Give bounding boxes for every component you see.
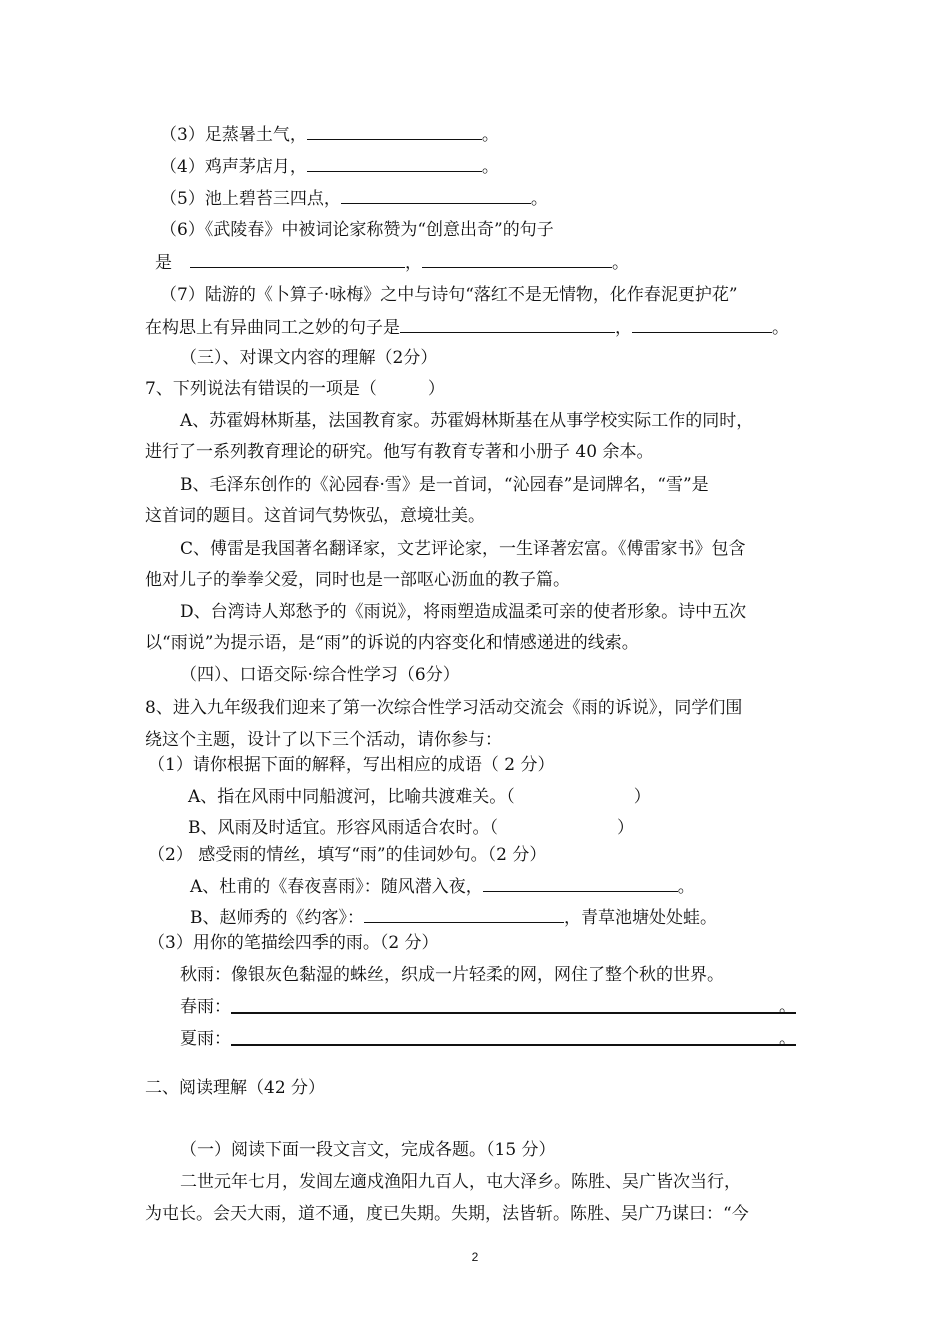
sub-question-1b: B、风雨及时适宜。形容风雨适合农时。（ ） xyxy=(188,818,634,838)
punctuation: 。 xyxy=(779,1029,796,1049)
punctuation: ， xyxy=(405,253,422,273)
option-a-cont: 进行了一系列教育理论的研究。他写有教育专著和小册子 40 余本。 xyxy=(145,442,654,462)
question-line-5 xyxy=(160,187,548,210)
part-heading: 二、阅读理解（42 分） xyxy=(145,1078,326,1098)
answer-blank[interactable] xyxy=(307,155,482,172)
punctuation: 。 xyxy=(677,877,695,897)
question-line-4 xyxy=(160,155,499,178)
sub-question-2a xyxy=(190,875,695,898)
question-8-cont: 绕这个主题，设计了以下三个活动，请你参与： xyxy=(145,730,502,750)
punctuation: 。 xyxy=(530,189,548,209)
question-text: （5）池上碧苔三四点， xyxy=(160,189,341,209)
question-7: 7、下列说法有错误的一项是（ ） xyxy=(145,379,445,399)
label-spring: 春雨： xyxy=(180,997,231,1017)
question-text: B、赵师秀的《约客》： xyxy=(190,908,364,928)
question-line-6: （6）《武陵春》中被词论家称赞为“创意出奇”的句子 xyxy=(160,220,554,240)
question-8: 8、进入九年级我们迎来了第一次综合性学习活动交流会《雨的诉说》，同学们围 xyxy=(145,698,743,718)
passage-line: 为屯长。会天大雨，道不通，度已失期。失期，法皆斩。陈胜、吴广乃谋曰：“今 xyxy=(145,1204,749,1224)
option-d-cont: 以“雨说”为提示语，是“雨”的诉说的内容变化和情感递进的线索。 xyxy=(145,633,639,653)
punctuation: 。 xyxy=(481,125,499,145)
question-text: A、杜甫的《春夜喜雨》：随风潜入夜， xyxy=(190,877,483,897)
punctuation: ， xyxy=(615,318,632,338)
answer-blank[interactable] xyxy=(364,906,564,923)
answer-blank[interactable] xyxy=(231,1028,796,1049)
answer-blank[interactable] xyxy=(483,875,678,892)
page-number: 2 xyxy=(471,1250,479,1264)
summer-rain-line xyxy=(180,1028,796,1050)
autumn-rain-example: 秋雨：像银灰色黏湿的蛛丝，织成一片轻柔的网，网住了整个秋的世界。 xyxy=(180,965,724,985)
answer-blank[interactable] xyxy=(231,996,796,1017)
answer-blank[interactable] xyxy=(307,123,482,140)
sub-question-1a: A、指在风雨中同船渡河，比喻共渡难关。（ ） xyxy=(188,787,651,807)
question-text: ，青草池塘处处蛙。 xyxy=(564,908,717,928)
label-summer: 夏雨： xyxy=(180,1029,231,1049)
answer-blank[interactable] xyxy=(632,316,772,333)
option-b: B、毛泽东创作的《沁园春·雪》是一首词，“沁园春”是词牌名，“雪”是 xyxy=(180,475,709,495)
answer-line-7 xyxy=(145,316,789,339)
answer-blank[interactable] xyxy=(400,316,615,333)
punctuation: 。 xyxy=(481,157,499,177)
question-text: （4）鸡声茅店月， xyxy=(160,157,307,177)
label-shi: 是 xyxy=(155,253,172,273)
punctuation: 。 xyxy=(772,318,789,338)
sub-question-3: （3）用你的笔描绘四季的雨。（2 分） xyxy=(148,933,439,953)
answer-line-6 xyxy=(155,251,629,274)
section-heading: （三）、对课文内容的理解（2分） xyxy=(180,348,438,368)
passage-line: 二世元年七月，发闾左適戍渔阳九百人，屯大泽乡。陈胜、吴广皆次当行， xyxy=(180,1172,741,1192)
question-text: 在构思上有异曲同工之妙的句子是 xyxy=(145,318,400,338)
sub-question-2: （2） 感受雨的情丝，填写“雨”的佳词妙句。（2 分） xyxy=(148,845,547,865)
question-text: （3）足蒸暑土气， xyxy=(160,125,307,145)
reading-subheading: （一）阅读下面一段文言文，完成各题。（15 分） xyxy=(180,1140,556,1160)
option-c-cont: 他对儿子的拳拳父爱，同时也是一部呕心沥血的教子篇。 xyxy=(145,570,570,590)
option-b-cont: 这首词的题目。这首词气势恢弘，意境壮美。 xyxy=(145,506,485,526)
question-line-7: （7）陆游的《卜算子·咏梅》之中与诗句“落红不是无情物，化作春泥更护花” xyxy=(160,285,738,305)
question-line-3 xyxy=(160,123,499,146)
option-c: C、傅雷是我国著名翻译家，文艺评论家，一生译著宏富。《傅雷家书》包含 xyxy=(180,539,746,559)
punctuation: 。 xyxy=(612,253,629,273)
answer-blank[interactable] xyxy=(422,251,612,268)
option-d: D、台湾诗人郑愁予的《雨说》，将雨塑造成温柔可亲的使者形象。诗中五次 xyxy=(180,602,747,622)
sub-question-1: （1）请你根据下面的解释，写出相应的成语（ 2 分） xyxy=(148,755,555,775)
punctuation: 。 xyxy=(779,997,796,1017)
spring-rain-line xyxy=(180,996,796,1018)
option-a: A、苏霍姆林斯基，法国教育家。苏霍姆林斯基在从事学校实际工作的同时， xyxy=(180,411,754,431)
sub-question-2b xyxy=(190,906,717,929)
section-heading: （四）、口语交际·综合性学习（6分） xyxy=(180,665,460,685)
answer-blank[interactable] xyxy=(341,187,531,204)
answer-blank[interactable] xyxy=(190,251,405,268)
